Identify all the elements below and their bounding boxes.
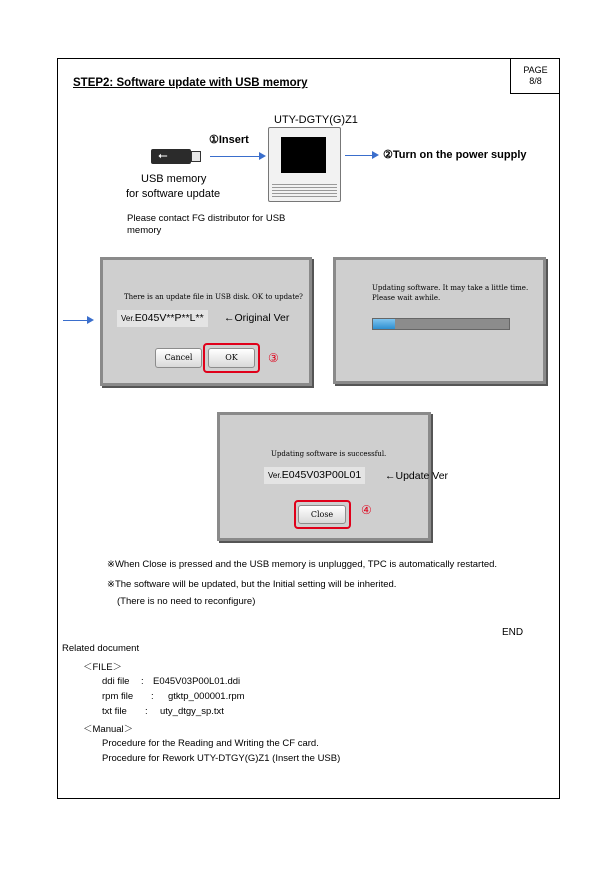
update-version: E045V03P00L01 bbox=[281, 469, 362, 481]
device-vents bbox=[272, 184, 337, 198]
file-sep: : bbox=[145, 706, 148, 717]
original-version: E045V**P**L** bbox=[134, 312, 204, 324]
progress-line1: Updating software. It may take a little time. bbox=[372, 284, 529, 292]
file-value: gtktp_000001.rpm bbox=[168, 691, 245, 702]
file-value: uty_dtgy_sp.txt bbox=[160, 706, 224, 717]
manual-item: Procedure for the Reading and Writing the CF card. bbox=[102, 738, 319, 749]
page-number: 8/8 bbox=[529, 76, 542, 86]
file-sep: : bbox=[141, 676, 144, 687]
page-number-box bbox=[510, 58, 560, 94]
file-label: ddi file bbox=[102, 676, 130, 687]
update-version-box bbox=[264, 467, 365, 484]
update-version-note: ←Update Ver bbox=[385, 470, 449, 482]
close-highlight bbox=[294, 500, 351, 529]
file-sep: : bbox=[151, 691, 154, 702]
device-screen bbox=[281, 137, 326, 173]
note-2: ※The software will be updated, but the Initial setting will be inherited. bbox=[107, 579, 397, 590]
usb-label-line1: USB memory bbox=[141, 173, 207, 185]
file-value: E045V03P00L01.ddi bbox=[153, 676, 241, 687]
step-marker-4: ④ bbox=[361, 503, 372, 517]
usb-memory-icon bbox=[151, 149, 191, 164]
file-label: txt file bbox=[102, 706, 127, 717]
cancel-button[interactable]: Cancel bbox=[155, 348, 202, 368]
power-arrow-head bbox=[372, 151, 379, 159]
original-version-note: ←Original Ver bbox=[224, 312, 290, 324]
progress-bar-fill bbox=[373, 319, 395, 329]
usb-label-line2: for software update bbox=[126, 188, 221, 200]
close-button[interactable]: Close bbox=[298, 505, 346, 524]
step-marker-3: ③ bbox=[268, 351, 279, 365]
insert-label: ①Insert bbox=[209, 134, 249, 146]
left-pointer-arrow bbox=[63, 320, 88, 321]
note-3: (There is no need to reconfigure) bbox=[117, 596, 256, 607]
power-label: ②Turn on the power supply bbox=[383, 149, 527, 161]
step-title: STEP2: Software update with USB memory bbox=[73, 77, 308, 89]
ok-button[interactable]: OK bbox=[208, 348, 255, 368]
power-arrow bbox=[345, 155, 373, 156]
version-prefix: Ver. bbox=[268, 471, 282, 480]
original-version-box bbox=[117, 310, 208, 327]
ok-highlight bbox=[203, 343, 260, 373]
device-name: UTY-DGTY(G)Z1 bbox=[274, 114, 358, 126]
version-prefix: Ver. bbox=[121, 314, 135, 323]
usb-symbol-icon: ⭠ bbox=[158, 148, 168, 162]
insert-arrow bbox=[210, 156, 260, 157]
note-1: ※When Close is pressed and the USB memory is unplugged, TPC is automatically restarted. bbox=[107, 559, 498, 570]
left-pointer-arrow-head bbox=[87, 316, 94, 324]
insert-arrow-head bbox=[259, 152, 266, 160]
contact-line2: memory bbox=[127, 225, 162, 236]
progress-line2: Please wait awhile. bbox=[372, 294, 441, 302]
manual-item: Procedure for Rework UTY-DTGY(G)Z1 (Insert the USB) bbox=[102, 753, 341, 764]
file-label: rpm file bbox=[102, 691, 134, 702]
file-heading: ＜FILE＞ bbox=[83, 662, 123, 673]
manual-heading: ＜Manual＞ bbox=[83, 724, 134, 735]
usb-plug-icon bbox=[191, 151, 201, 162]
end-label: END bbox=[502, 627, 524, 638]
success-message: Updating software is successful. bbox=[271, 450, 387, 458]
page-label: PAGE bbox=[523, 65, 548, 75]
contact-line1: Please contact FG distributor for USB bbox=[127, 213, 286, 224]
confirm-message: There is an update file in USB disk. OK to update? bbox=[124, 293, 303, 301]
related-heading: Related document bbox=[62, 643, 140, 654]
